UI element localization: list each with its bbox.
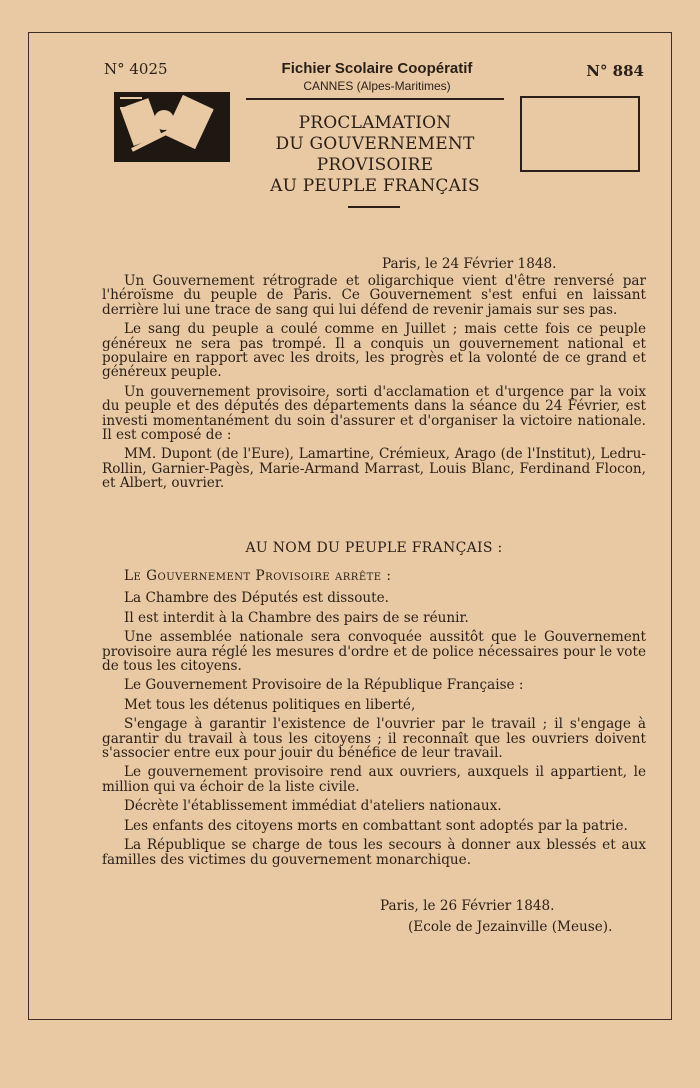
decree-paragraph: Le Gouvernement Provisoire de la République Française : <box>124 677 524 694</box>
decree-paragraph: Met tous les détenus politiques en liberté, <box>124 696 416 713</box>
publisher-title: Fichier Scolaire Coopératif <box>281 60 473 77</box>
decree-paragraph: Une assemblée nationale sera convoquée aussitôt que le Gouvernement provisoire aura réglé les mesures d'ordre et de police nécessaires pour le vote de tous les citoyens. <box>102 629 646 675</box>
decree-section <box>102 569 646 872</box>
decree-paragraph: Le gouvernement provisoire rend aux ouvriers, auxquels il appartient, le million qui va échoir de la liste civile. <box>102 764 646 795</box>
decree-paragraph: Les enfants des citoyens morts en combattant sont adoptés par la patrie. <box>124 817 628 834</box>
decree-heading: AU NOM DU PEUPLE FRANÇAIS : <box>245 540 503 556</box>
decree-paragraph: Il est interdit à la Chambre des pairs de se réunir. <box>124 609 469 626</box>
header-divider <box>246 98 504 100</box>
intro-paragraph: Le sang du peuple a coulé comme en Juillet ; mais cette fois ce peuple généreux ne sera pas trompé. Il a conquis un gouvernement national et populaire en rapport avec les droits, les progrès et la volonté de ce grand et généreux peuple. <box>102 321 646 381</box>
title-divider <box>348 206 400 208</box>
proclamation-title-line: AU PEUPLE FRANÇAIS <box>270 176 480 196</box>
publisher-location: CANNES (Alpes-Maritimes) <box>303 79 451 93</box>
decree-intro: Le Gouvernement Provisoire arrête : <box>124 568 392 584</box>
intro-paragraph: Un Gouvernement rétrograde et oligarchique vient d'être renversé par l'héroïsme du peuple de Paris. Ce Gouvernement s'est enfui en laissant derrière lui une trace de sang qui lui défend de revenir jamais sur ses pas. <box>102 273 646 318</box>
empty-frame-box <box>520 96 640 172</box>
proclamation-title-line: DU GOUVERNEMENT <box>275 134 475 154</box>
closing-date: Paris, le 26 Février 1848. <box>380 898 555 914</box>
decree-paragraph: S'engage à garantir l'existence de l'ouvrier par le travail ; il s'engage à garantir du travail à tous les citoyens ; il reconnaît que les ouvriers doivent s'associer entre eux pour jouir du bénéfice de leur travail. <box>102 716 646 762</box>
proclamation-title-line: PROVISOIRE <box>316 155 434 175</box>
card-number-right: N° 884 <box>586 62 644 80</box>
date-top: Paris, le 24 Février 1848. <box>382 256 557 272</box>
proclamation-title-line: PROCLAMATION <box>298 113 452 133</box>
proclamation-title <box>246 113 504 197</box>
closing-source: (Ecole de Jezainville (Meuse). <box>408 919 613 935</box>
decree-paragraph: La Chambre des Députés est dissoute. <box>124 590 389 607</box>
intro-paragraph: MM. Dupont (de l'Eure), Lamartine, Crémieux, Arago (de l'Institut), Ledru-Rollin, Garnier-Pagès, Marie-Armand Marrast, Louis Blanc, Ferdinand Flocon, et Albert, ouvrier. <box>102 446 646 492</box>
printing-press-logo-icon <box>112 90 232 172</box>
decree-paragraph: Décrète l'établissement immédiat d'ateliers nationaux. <box>124 798 502 815</box>
decree-paragraph: La République se charge de tous les secours à donner aux blessés et aux familles des victimes du gouvernement monarchique. <box>102 837 646 868</box>
intro-section <box>102 274 646 496</box>
card-number-left: N° 4025 <box>104 60 168 78</box>
intro-paragraph: Un gouvernement provisoire, sorti d'acclamation et d'urgence par la voix du peuple et des députés des départements dans la séance du 24 Février, est investi momentanément du soin d'assurer et d'organiser la victoire nationale. Il est composé de : <box>102 383 646 444</box>
